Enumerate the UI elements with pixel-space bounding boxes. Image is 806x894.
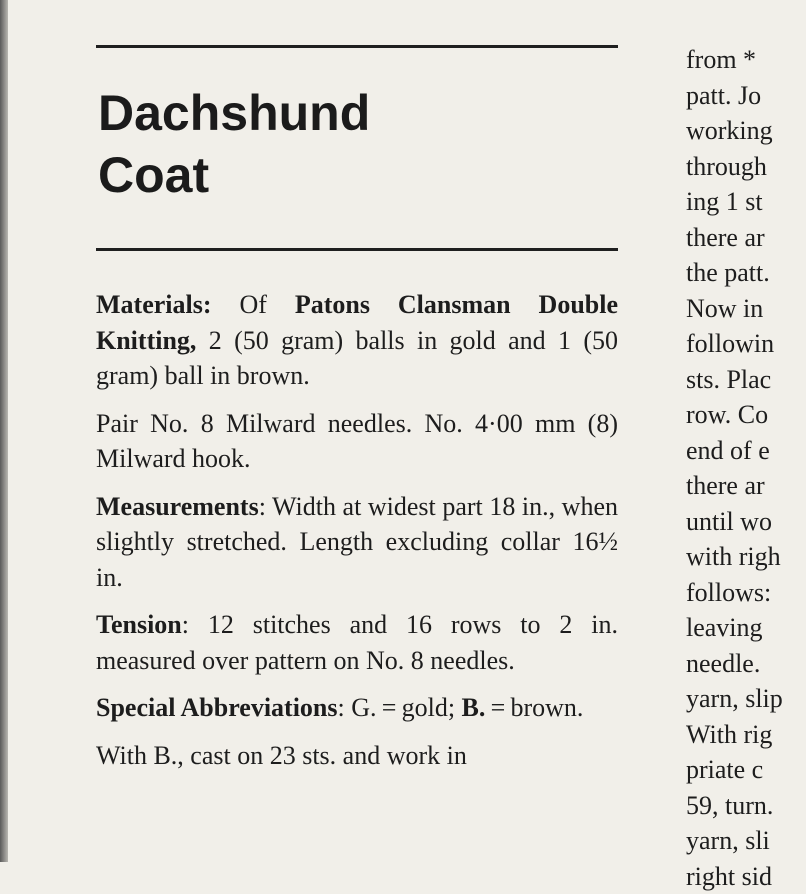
right-column-line: there ar xyxy=(686,468,806,504)
right-column-line: row. Co xyxy=(686,397,806,433)
tension-text: : 12 stitches and 16 rows to 2 in. measured over pattern on No. 8 needles. xyxy=(96,610,618,675)
abbreviations-brown: = brown. xyxy=(485,693,583,722)
right-column-line: until wo xyxy=(686,504,806,540)
right-column-line: patt. Jo xyxy=(686,78,806,114)
materials-text: 2 (50 gram) balls in gold and 1 (50 gram) ball in brown. xyxy=(96,326,618,391)
right-column-line: end of e xyxy=(686,433,806,469)
abbreviations-brown-label: B. xyxy=(462,693,486,722)
cast-on-text: With B., cast on 23 sts. and work in xyxy=(96,741,467,770)
materials-label: Materials: xyxy=(96,290,212,319)
right-column-line: leaving xyxy=(686,610,806,646)
right-column-line: priate c xyxy=(686,752,806,788)
right-column-line: With rig xyxy=(686,717,806,753)
materials-paragraph xyxy=(96,287,618,394)
needles-text: Pair No. 8 Milward needles. No. 4·00 mm (8) Milward hook. xyxy=(96,409,618,474)
abbreviations-gold: : G. = gold; xyxy=(338,693,462,722)
right-column-line: from * xyxy=(686,42,806,78)
right-column-line: follows: xyxy=(686,575,806,611)
right-column-line: through xyxy=(686,149,806,185)
abbreviations-label: Special Abbreviations xyxy=(96,693,338,722)
right-column-line: the patt. xyxy=(686,255,806,291)
right-column-line: ing 1 st xyxy=(686,184,806,220)
abbreviations-paragraph xyxy=(96,690,618,726)
measurements-paragraph xyxy=(96,489,618,596)
page-edge-shadow xyxy=(0,0,8,862)
needles-paragraph xyxy=(96,406,618,477)
title-line-1: Dachshund xyxy=(98,82,370,144)
tension-label: Tension xyxy=(96,610,182,639)
measurements-label: Measurements xyxy=(96,492,259,521)
measurements-text: : Width at widest part 18 in., when slightly stretched. Length excluding collar 16½ in. xyxy=(96,492,618,592)
cast-on-paragraph xyxy=(96,738,618,774)
right-column-line: with righ xyxy=(686,539,806,575)
right-column-line: working xyxy=(686,113,806,149)
materials-pre: Of xyxy=(212,290,295,319)
right-column-line: yarn, slip xyxy=(686,681,806,717)
materials-brand: Patons Clansman Double Knitting, xyxy=(96,290,618,355)
right-column-line: yarn, sli xyxy=(686,823,806,859)
title-line-2: Coat xyxy=(98,144,370,206)
title-bottom-rule xyxy=(96,248,618,251)
pattern-right-column-cropped xyxy=(686,42,806,862)
right-column-line: Now in xyxy=(686,291,806,327)
page-title xyxy=(98,82,370,206)
pattern-left-column xyxy=(96,287,618,773)
right-column-line: sts. Plac xyxy=(686,362,806,398)
right-column-line: there ar xyxy=(686,220,806,256)
right-column-line: needle. xyxy=(686,646,806,682)
title-top-rule xyxy=(96,45,618,48)
right-column-line: right sid xyxy=(686,859,806,894)
right-column-line: followin xyxy=(686,326,806,362)
tension-paragraph xyxy=(96,607,618,678)
right-column-line: 59, turn. xyxy=(686,788,806,824)
